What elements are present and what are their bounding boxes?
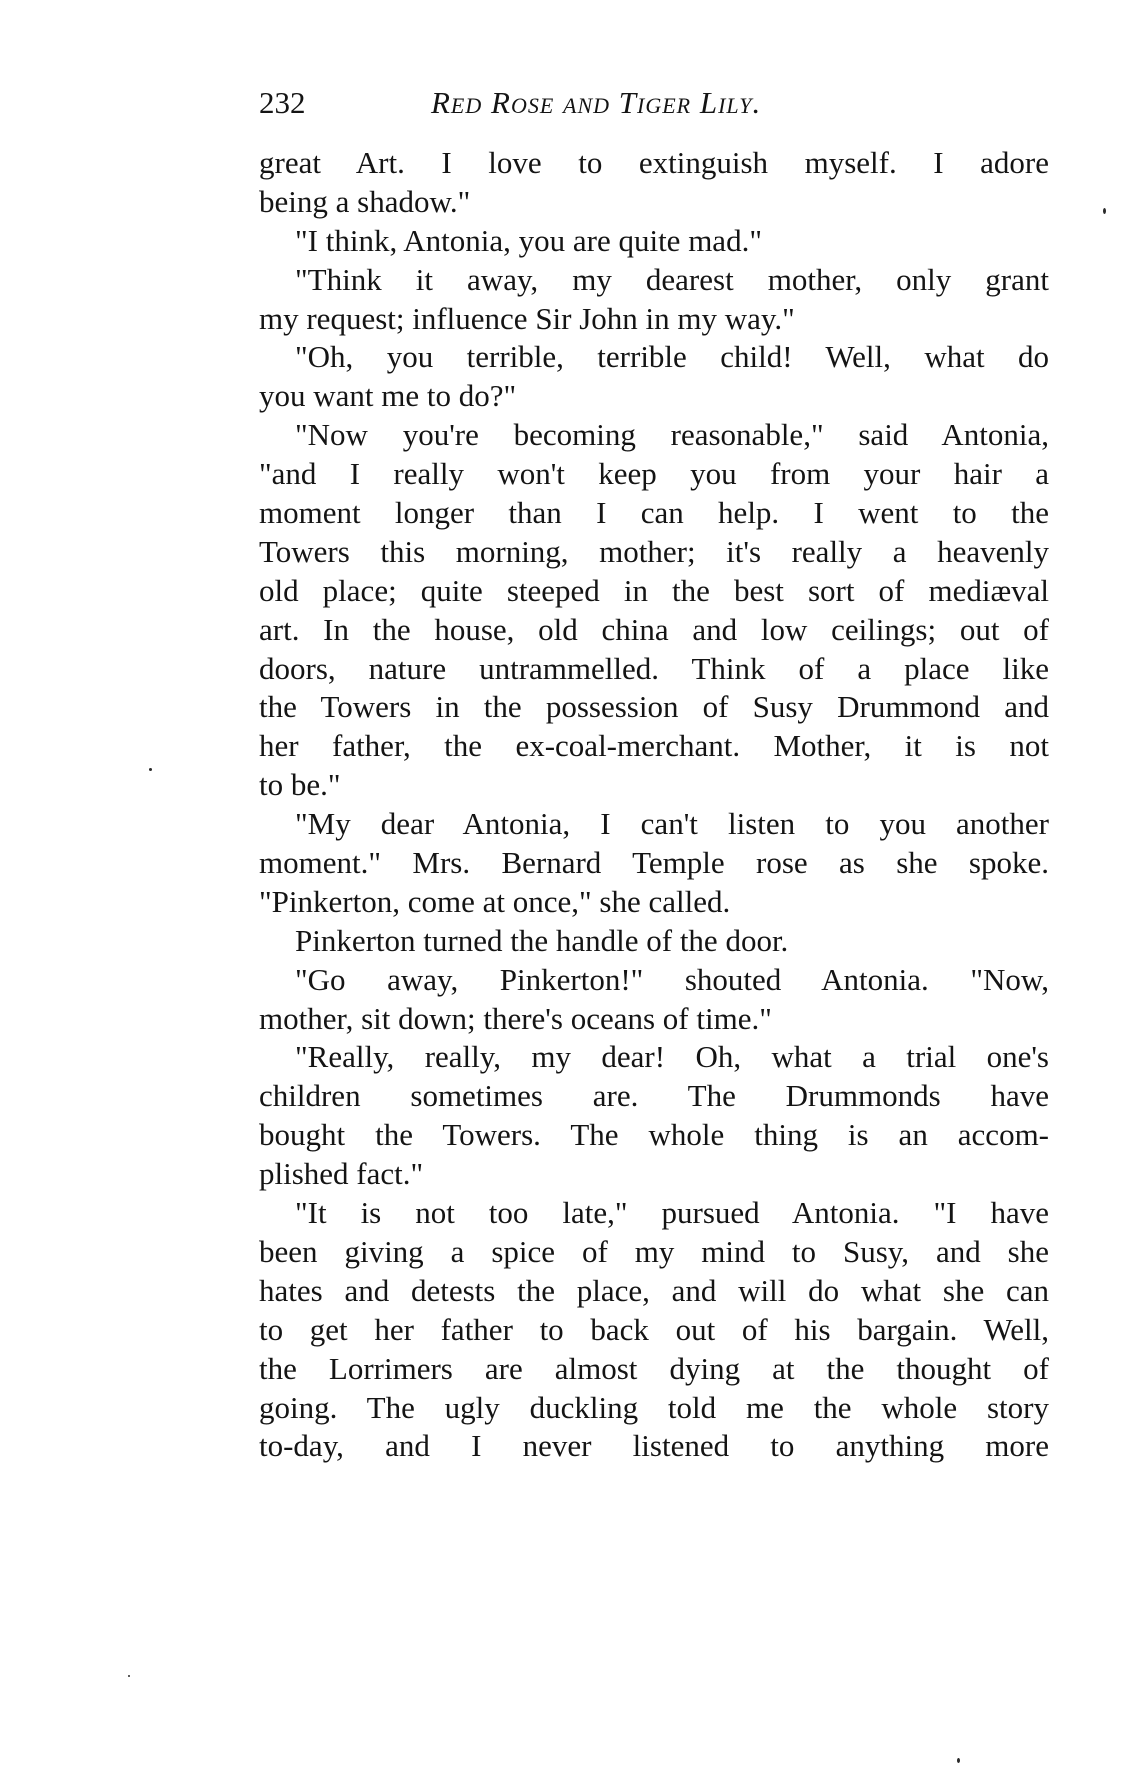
- text-line: her father, the ex-coal-merchant. Mother, it is not: [259, 728, 1049, 764]
- text-line: "Oh, you terrible, terrible child! Well, what do: [295, 339, 1049, 375]
- text-line: "It is not too late," pursued Antonia. "I have: [295, 1195, 1049, 1231]
- page-number: 232: [259, 85, 306, 120]
- text-line: art. In the house, old china and low ceilings; out of: [259, 611, 1049, 647]
- text-line: to-day, and I never listened to anything more: [259, 1428, 1049, 1464]
- text-line: Towers this morning, mother; it's really a heavenly: [259, 533, 1049, 569]
- text-line: hates and detests the place, and will do what she can: [259, 1272, 1049, 1308]
- body-text: [259, 144, 1049, 1466]
- text-line: doors, nature untrammelled. Think of a place like: [259, 650, 1049, 686]
- text-line: "I think, Antonia, you are quite mad.": [295, 222, 762, 258]
- text-line: to be.": [259, 767, 341, 803]
- text-line: moment longer than I can help. I went to the: [259, 495, 1049, 531]
- text-line: "Now you're becoming reasonable," said Antonia,: [295, 417, 1049, 453]
- text-line: "Go away, Pinkerton!" shouted Antonia. "Now,: [295, 961, 1049, 997]
- print-speck: [149, 768, 152, 771]
- text-line: bought the Towers. The whole thing is an accom-: [259, 1117, 1049, 1153]
- text-line: my request; influence Sir John in my way.": [259, 300, 795, 336]
- text-line: "Really, really, my dear! Oh, what a trial one's: [295, 1039, 1049, 1075]
- text-line: to get her father to back out of his bargain. Well,: [259, 1311, 1049, 1347]
- print-speck: [128, 1675, 130, 1677]
- running-head: [259, 78, 1049, 128]
- text-line: you want me to do?": [259, 378, 517, 414]
- running-title: Red Rose and Tiger Lily.: [431, 85, 762, 120]
- text-line: mother, sit down; there's oceans of time.": [259, 1000, 772, 1036]
- text-line: "My dear Antonia, I can't listen to you another: [295, 806, 1049, 842]
- text-line: children sometimes are. The Drummonds have: [259, 1078, 1049, 1114]
- text-line: plished fact.": [259, 1156, 424, 1192]
- text-line: going. The ugly duckling told me the whole story: [259, 1389, 1049, 1425]
- text-line: been giving a spice of my mind to Susy, and she: [259, 1233, 1049, 1269]
- print-speck: [957, 1758, 960, 1763]
- text-line: being a shadow.": [259, 183, 471, 219]
- text-line: moment." Mrs. Bernard Temple rose as she spoke.: [259, 845, 1049, 881]
- text-line: old place; quite steeped in the best sort of mediæval: [259, 572, 1049, 608]
- print-speck: [1103, 208, 1106, 214]
- text-line: great Art. I love to extinguish myself. I adore: [259, 145, 1049, 180]
- text-line: the Towers in the possession of Susy Drummond and: [259, 689, 1049, 725]
- text-line: Pinkerton turned the handle of the door.: [295, 922, 789, 958]
- text-line: the Lorrimers are almost dying at the thought of: [259, 1350, 1049, 1386]
- text-line: "Pinkerton, come at once," she called.: [259, 883, 731, 919]
- text-line: "Think it away, my dearest mother, only grant: [295, 261, 1049, 297]
- text-line: "and I really won't keep you from your hair a: [259, 456, 1049, 492]
